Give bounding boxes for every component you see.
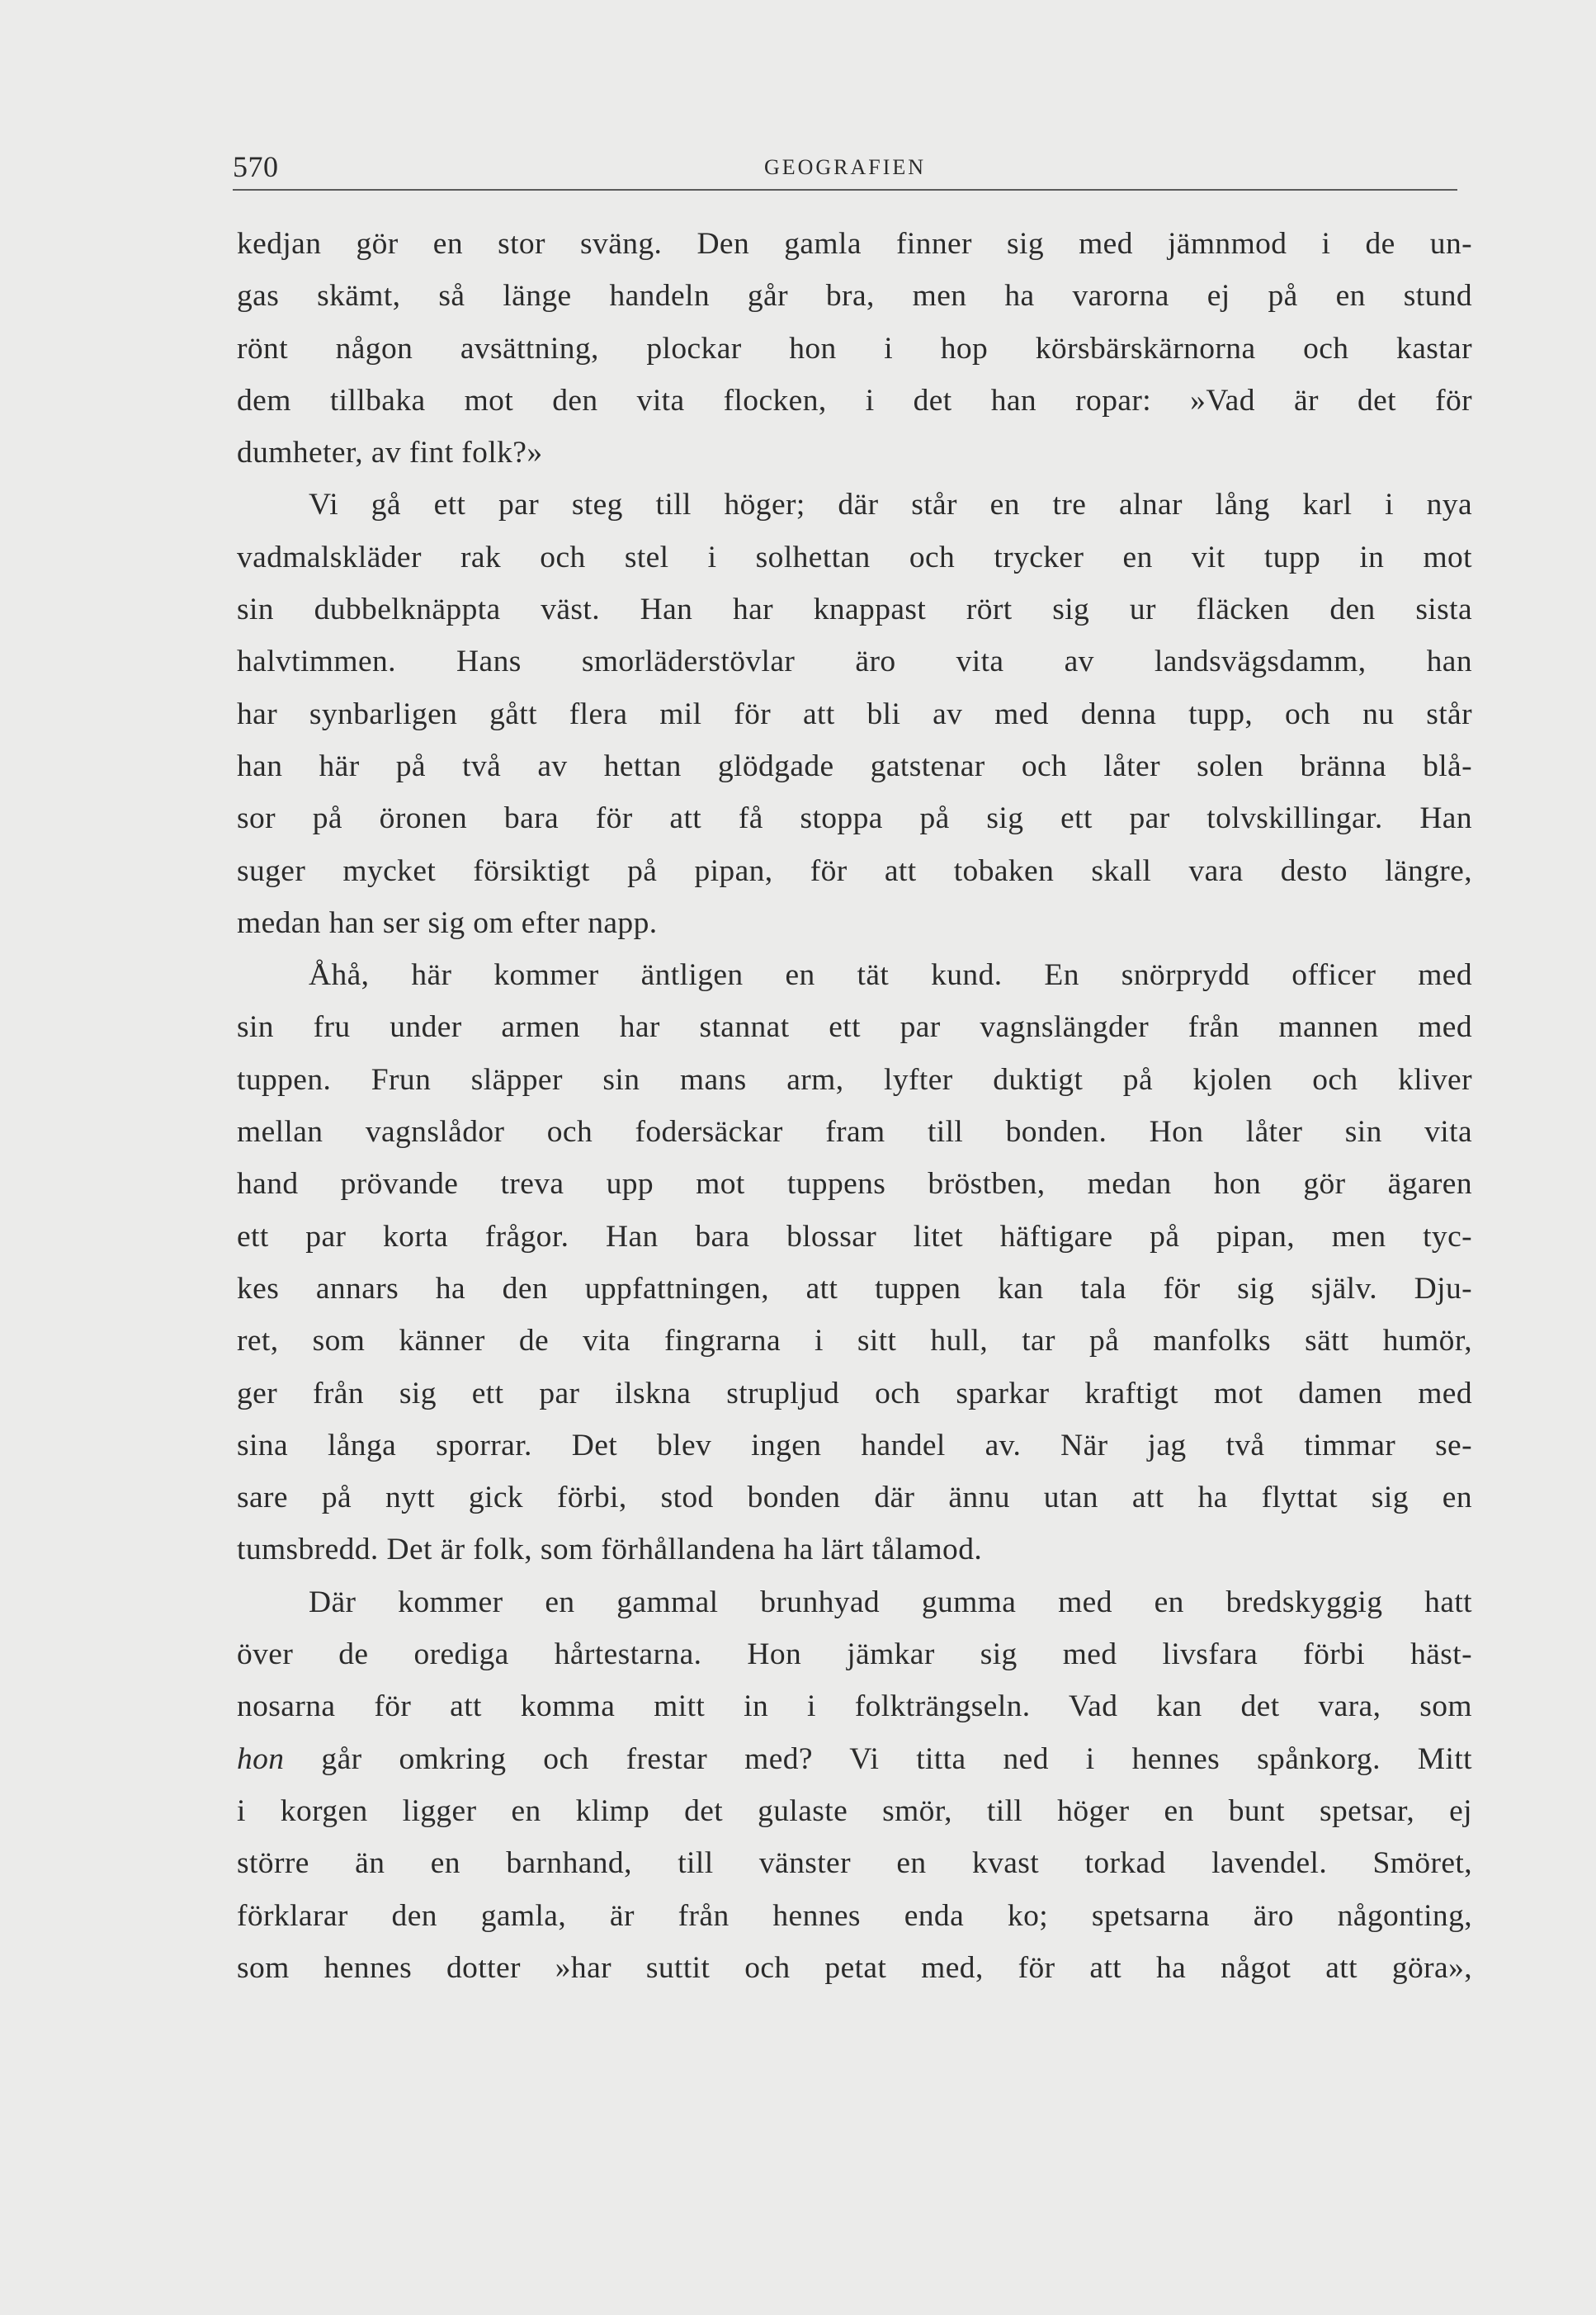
text-line: vadmalskläder rak och stel i solhettan och trycker en vit tupp in mot bbox=[237, 540, 1472, 574]
text-line: Där kommer en gammal brunhyad gumma med en bredskyggig hatt bbox=[309, 1585, 1472, 1619]
text-line: ret, som känner de vita fingrarna i sitt hull, tar på manfolks sätt humör, bbox=[237, 1324, 1472, 1358]
text-line: sina långa sporrar. Det blev ingen handel av. När jag två timmar se- bbox=[237, 1428, 1472, 1462]
running-head: GEOGRAFIEN bbox=[763, 155, 927, 179]
header-rule bbox=[233, 189, 1457, 191]
text-line: Åhå, här kommer äntligen en tät kund. En snörprydd officer med bbox=[309, 958, 1472, 993]
text-line: i korgen ligger en klimp det gulaste smör, till höger en bunt spetsar, ej bbox=[237, 1793, 1472, 1828]
text-line: kes annars ha den uppfattningen, att tuppen kan tala för sig själv. Dju- bbox=[237, 1271, 1472, 1306]
text-line: ger från sig ett par ilskna strupljud och sparkar kraftigt mot damen med bbox=[237, 1376, 1472, 1410]
text-line: dumheter, av fint folk?» bbox=[237, 436, 543, 470]
paragraph bbox=[237, 1576, 1472, 1994]
text-line: kedjan gör en stor sväng. Den gamla finner sig med jämnmod i de un- bbox=[237, 227, 1472, 261]
text-line: medan han ser sig om efter napp. bbox=[237, 905, 658, 940]
paragraph bbox=[237, 479, 1472, 949]
text-line: rönt någon avsättning, plockar hon i hop körsbärskärnorna och kastar bbox=[237, 331, 1472, 366]
text-line: hand prövande treva upp mot tuppens bröstben, medan hon gör ägaren bbox=[237, 1167, 1472, 1202]
text-line: halvtimmen. Hans smorläderstövlar äro vita av landsvägsdamm, han bbox=[237, 645, 1472, 679]
text-line: han här på två av hettan glödgade gatstenar och låter solen bränna blå- bbox=[237, 749, 1472, 783]
text-line-rest: går omkring och frestar med? Vi titta ned i hennes spånkorg. Mitt bbox=[321, 1741, 1472, 1776]
text-line: gas skämt, så länge handeln går bra, men ha varorna ej på en stund bbox=[237, 279, 1472, 314]
text-line: sin dubbelknäppta väst. Han har knappast rört sig ur fläcken den sista bbox=[237, 593, 1472, 627]
text-line-with-italic bbox=[237, 1733, 1472, 1785]
text-line: har synbarligen gått flera mil för att bli av med denna tupp, och nu står bbox=[237, 697, 1472, 731]
text-line: sare på nytt gick förbi, stod bonden där ännu utan att ha flyttat sig en bbox=[237, 1481, 1472, 1515]
text-line: dem tillbaka mot den vita flocken, i det han ropar: »Vad är det för bbox=[237, 383, 1472, 418]
text-line: suger mycket försiktigt på pipan, för att tobaken skall vara desto längre, bbox=[237, 853, 1472, 888]
text-line: större än en barnhand, till vänster en kvast torkad lavendel. Smöret, bbox=[237, 1846, 1472, 1881]
page-header bbox=[233, 145, 1457, 188]
text-line: tumsbredd. Det är folk, som förhållandena ha lärt tålamod. bbox=[237, 1533, 983, 1567]
text-line: över de orediga hårtestarna. Hon jämkar sig med livsfara förbi häst- bbox=[237, 1637, 1472, 1672]
text-line: Vi gå ett par steg till höger; där står en tre alnar lång karl i nya bbox=[309, 488, 1472, 522]
paragraph bbox=[237, 949, 1472, 1576]
italic-word: hon bbox=[237, 1741, 285, 1776]
text-line: mellan vagnslådor och fodersäckar fram till bonden. Hon låter sin vita bbox=[237, 1115, 1472, 1150]
text-line: som hennes dotter »har suttit och petat med, för att ha något att göra», bbox=[237, 1950, 1472, 1985]
text-line: nosarna för att komma mitt in i folkträngseln. Vad kan det vara, som bbox=[237, 1689, 1472, 1724]
body-text bbox=[237, 218, 1472, 1994]
text-line: tuppen. Frun släpper sin mans arm, lyfter duktigt på kjolen och kliver bbox=[237, 1062, 1472, 1097]
text-line: ett par korta frågor. Han bara blossar litet häftigare på pipan, men tyc- bbox=[237, 1219, 1472, 1254]
text-line: sin fru under armen har stannat ett par vagnslängder från mannen med bbox=[237, 1010, 1472, 1045]
text-line: förklarar den gamla, är från hennes enda ko; spetsarna äro någonting, bbox=[237, 1898, 1472, 1933]
text-line: sor på öronen bara för att få stoppa på sig ett par tolvskillingar. Han bbox=[237, 801, 1472, 836]
page-number: 570 bbox=[233, 150, 279, 183]
paragraph bbox=[237, 218, 1472, 479]
